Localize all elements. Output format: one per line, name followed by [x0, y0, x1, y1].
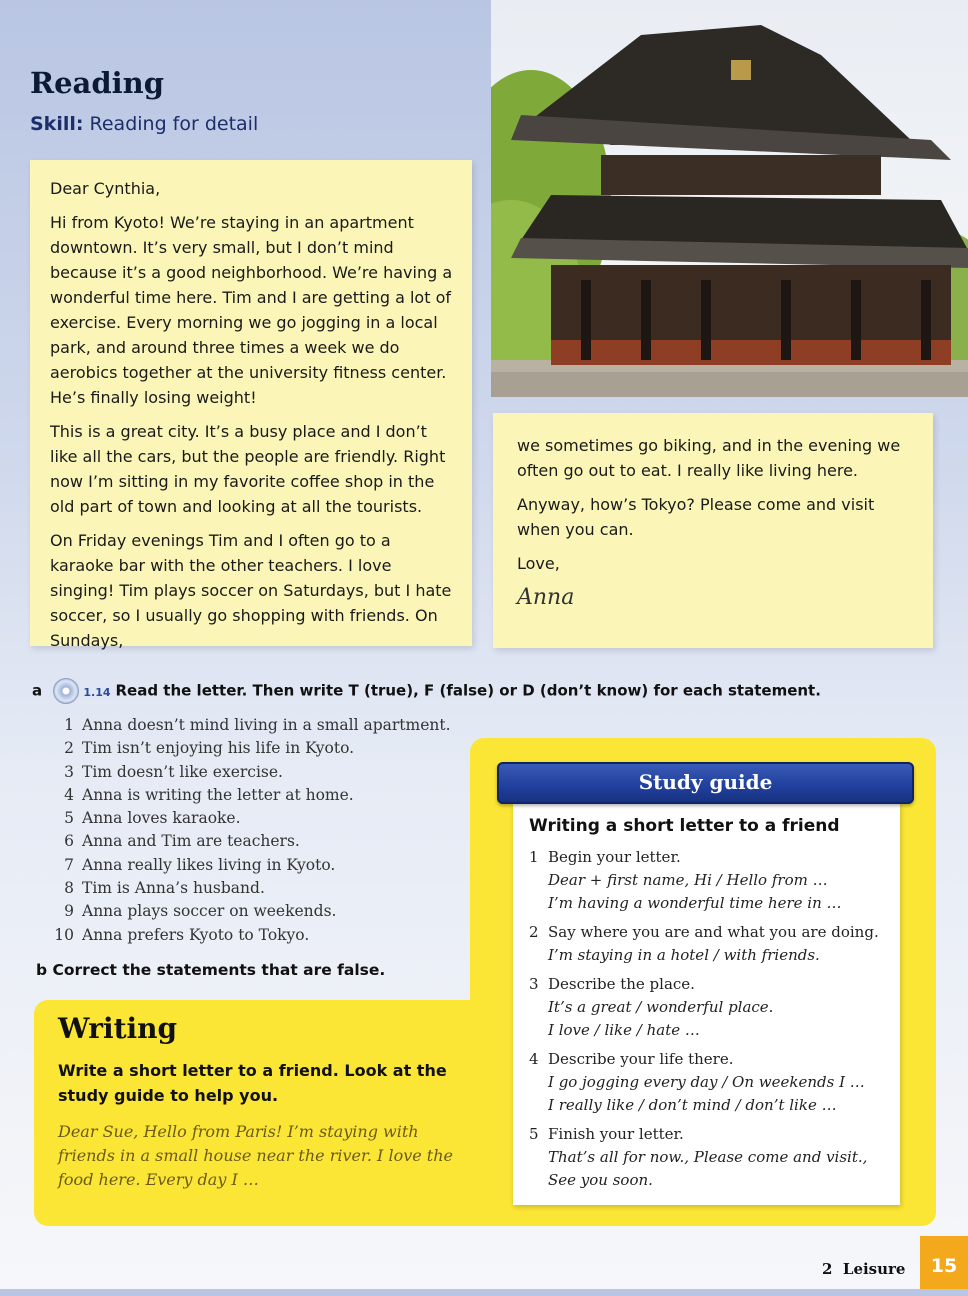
step-example: I’m having a wonderful time here in …	[548, 894, 842, 912]
step-example: Dear + first name, Hi / Hello from …	[548, 871, 828, 889]
statement-text: Tim isn’t enjoying his life in Kyoto.	[82, 739, 355, 758]
step-example: I love / like / hate …	[548, 1021, 700, 1039]
statement-item	[50, 714, 451, 737]
step-text: Describe the place.	[548, 975, 695, 993]
study-step	[529, 846, 899, 915]
step-number: 5	[529, 1125, 539, 1143]
step-example: I go jogging every day / On weekends I …	[548, 1073, 865, 1091]
unit-number: 2	[822, 1260, 833, 1278]
footer-unit	[822, 1260, 905, 1278]
study-guide-heading: Writing a short letter to a friend	[529, 816, 840, 836]
statement-number: 4	[64, 785, 74, 804]
statement-text: Anna doesn’t mind living in a small apartment.	[82, 716, 451, 734]
exercise-instruction-text: Correct the statements that are false.	[52, 961, 386, 979]
letter-paragraph: This is a great city. It’s a busy place and I don’t like all the cars, but the people are friendly. Right now I’m sitting in my favorite coffee shop in the old part of town and looking at all the tourists.	[50, 422, 446, 516]
statement-item	[50, 737, 451, 760]
step-number: 4	[529, 1050, 539, 1068]
step-example: It’s a great / wonderful place.	[548, 998, 774, 1016]
statement-text: Anna and Tim are teachers.	[82, 832, 300, 851]
skill-line	[30, 113, 258, 135]
statement-item	[50, 924, 451, 947]
statement-number: 3	[64, 762, 74, 781]
step-text: Begin your letter.	[548, 848, 681, 866]
step-example: That’s all for now., Please come and visit.,	[548, 1148, 868, 1166]
letter-card-right	[493, 413, 933, 648]
track-number: 1.14	[83, 685, 111, 699]
study-guide-header-bar	[497, 762, 914, 804]
exercise-a-instruction	[32, 678, 821, 704]
step-example: See you soon.	[548, 1171, 653, 1189]
skill-text: Reading for detail	[89, 113, 259, 135]
step-number: 2	[529, 923, 539, 941]
letter-closing: Love,	[517, 554, 560, 573]
statement-text: Anna really likes living in Kyoto.	[82, 855, 336, 874]
step-number: 3	[529, 975, 539, 993]
letter-signature: Anna	[517, 585, 575, 610]
letter-greeting: Dear Cynthia,	[50, 179, 161, 198]
statement-text: Tim doesn’t like exercise.	[82, 762, 283, 781]
statement-text: Anna plays soccer on weekends.	[82, 902, 337, 921]
audio-cd-icon[interactable]	[53, 678, 79, 704]
writing-title: Writing	[58, 1012, 178, 1045]
statement-item	[50, 900, 451, 923]
study-guide-steps	[529, 846, 899, 1198]
letter-paragraph: On Friday evenings Tim and I often go to a karaoke bar with the other teachers. I love singing! Tim plays soccer on Saturdays, but I hate soccer, so I usually go shopping with friends. On Sundays,	[50, 531, 452, 650]
skill-label: Skill:	[30, 113, 84, 135]
letter-paragraph: we sometimes go biking, and in the evening we often go out to eat. I really like living here.	[517, 436, 901, 480]
statement-number: 8	[64, 879, 74, 898]
statement-text: Tim is Anna’s husband.	[82, 879, 265, 898]
exercise-instruction-text: Read the letter. Then write T (true), F (false) or D (don’t know) for each statement.	[115, 681, 821, 700]
statement-number: 2	[64, 739, 74, 758]
page-number-tab: 15	[920, 1236, 968, 1289]
statement-item	[50, 784, 451, 807]
exercise-letter: a	[32, 681, 43, 700]
statement-list	[50, 714, 451, 947]
statement-item	[50, 830, 451, 853]
letter-card-left	[30, 160, 472, 650]
study-step	[529, 1048, 899, 1117]
statement-number: 6	[64, 832, 74, 851]
kyoto-temple-photo	[491, 0, 968, 397]
statement-text: Anna is writing the letter at home.	[82, 785, 354, 804]
step-example: I really like / don’t mind / don’t like …	[548, 1096, 837, 1114]
step-example: I’m staying in a hotel / with friends.	[548, 946, 820, 964]
exercise-letter: b	[36, 961, 48, 979]
unit-name: Leisure	[842, 1260, 906, 1278]
statement-text: Anna loves karaoke.	[82, 809, 241, 828]
section-title: Reading	[30, 66, 164, 100]
step-text: Say where you are and what you are doing.	[548, 923, 879, 941]
study-guide-title: Study guide	[638, 770, 773, 794]
letter-paragraph: Hi from Kyoto! We’re staying in an apartment downtown. It’s very small, but I don’t mind because it’s a good neighborhood. We’re having a wonderful time here. Tim and I are getting a lot of exercise. Every morning we go jogging in a local park, and around three times a week we do aerobics together at the university fitness center. He’s finally losing weight!	[50, 213, 453, 407]
writing-instruction: Write a short letter to a friend. Look at the study guide to help you.	[58, 1061, 447, 1105]
study-step	[529, 973, 899, 1042]
statement-number: 1	[64, 716, 74, 734]
statement-item	[50, 761, 451, 784]
statement-number: 9	[64, 902, 74, 921]
statement-number: 5	[64, 809, 74, 828]
step-text: Finish your letter.	[548, 1125, 684, 1143]
study-step	[529, 921, 899, 967]
letter-paragraph: Anyway, how’s Tokyo? Please come and visit when you can.	[517, 495, 875, 539]
exercise-b-instruction	[36, 961, 385, 979]
step-text: Describe your life there.	[548, 1050, 734, 1068]
step-number: 1	[529, 848, 539, 866]
statement-item	[50, 807, 451, 830]
study-step	[529, 1123, 899, 1192]
statement-number: 7	[64, 855, 74, 874]
statement-item	[50, 854, 451, 877]
statement-number: 10	[54, 925, 74, 944]
statement-text: Anna prefers Kyoto to Tokyo.	[82, 925, 310, 944]
statement-item	[50, 877, 451, 900]
writing-example: Dear Sue, Hello from Paris! I’m staying with friends in a small house near the river. I love the food here. Every day I …	[58, 1122, 454, 1189]
